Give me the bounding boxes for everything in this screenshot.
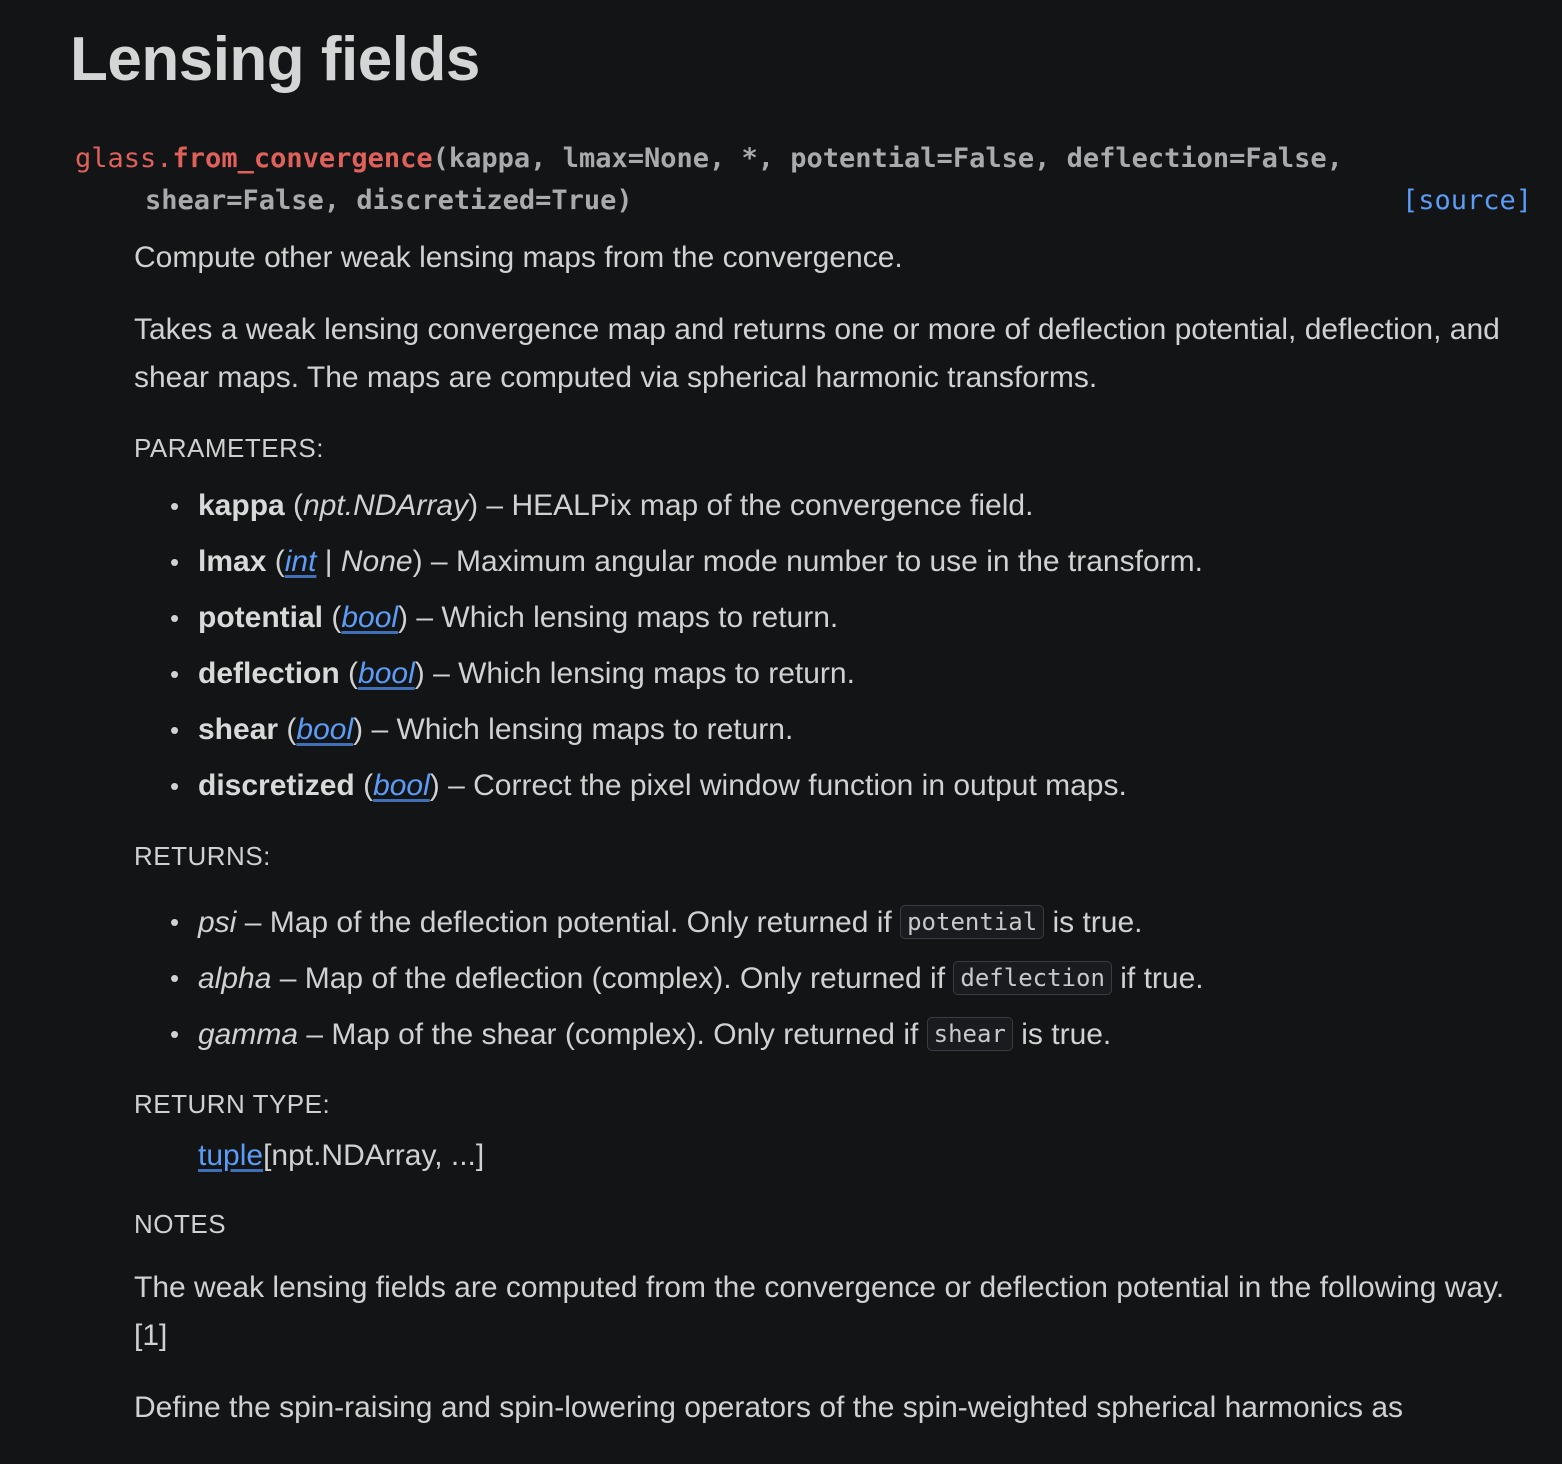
param-paren-close: ): [412, 545, 423, 578]
param-type-link[interactable]: bool: [341, 601, 399, 634]
param-paren-open: (: [354, 769, 374, 802]
bullet-icon: •: [170, 771, 180, 801]
param-description: – Correct the pixel window function in output maps.: [439, 769, 1127, 802]
param-type-link[interactable]: bool: [358, 657, 415, 690]
param-name: potential: [198, 601, 323, 634]
inline-code: potential: [900, 905, 1044, 939]
param-paren-close: ): [429, 769, 440, 802]
param-paren-close: ): [414, 657, 425, 690]
param-item-shear: [134, 702, 1544, 758]
return-type-rest: [npt.NDArray, ...]: [263, 1139, 485, 1172]
parameters-list: [134, 478, 1544, 814]
return-description: – Map of the deflection potential. Only returned if: [236, 906, 901, 939]
return-item-psi: [134, 894, 1544, 950]
return-item-gamma: [134, 1006, 1544, 1062]
bullet-icon: •: [170, 659, 180, 689]
param-description: – Which lensing maps to return.: [363, 713, 794, 746]
signature-line-2: [75, 180, 1535, 222]
param-paren-close: ): [398, 601, 409, 634]
param-paren-open: (: [339, 657, 359, 690]
return-description: – Map of the deflection (complex). Only returned if: [271, 962, 954, 995]
signature-function-name: from_convergence: [172, 143, 433, 174]
return-type-link[interactable]: tuple: [198, 1139, 264, 1172]
return-item-alpha: [134, 950, 1544, 1006]
signature-params-line-1: (kappa, lmax=None, *, potential=False, deflection=False,: [432, 143, 1343, 174]
param-item-potential: [134, 590, 1544, 646]
signature-line-1: [75, 138, 1535, 180]
param-name: kappa: [198, 489, 285, 522]
return-description-end: is true.: [1044, 906, 1143, 939]
inline-code: deflection: [953, 961, 1112, 995]
signature-params-line-2: shear=False, discretized=True): [145, 185, 633, 216]
bullet-icon: •: [170, 907, 180, 937]
param-item-discretized: [134, 758, 1544, 814]
param-name: shear: [198, 713, 279, 746]
param-type-link[interactable]: bool: [296, 713, 354, 746]
return-name: psi: [198, 906, 237, 939]
bullet-icon: •: [170, 1019, 180, 1049]
returns-list: [134, 894, 1544, 1062]
return-description: – Map of the shear (complex). Only returned if: [298, 1018, 927, 1051]
param-name: lmax: [198, 545, 267, 578]
returns-label: RETURNS:: [134, 841, 271, 871]
param-description: – Which lensing maps to return.: [408, 601, 839, 634]
bullet-icon: •: [170, 491, 180, 521]
function-signature: [75, 138, 1535, 222]
param-type: npt.NDArray: [303, 489, 469, 522]
param-paren-open: (: [266, 545, 285, 578]
inline-code: shear: [927, 1017, 1013, 1051]
param-paren-close: ): [468, 489, 479, 522]
summary-text: Compute other weak lensing maps from the convergence.: [134, 241, 903, 274]
param-type-link[interactable]: int: [284, 545, 317, 578]
param-name: deflection: [198, 657, 340, 690]
bullet-icon: •: [170, 963, 180, 993]
param-paren-close: ): [353, 713, 364, 746]
param-item-kappa: [134, 478, 1544, 534]
return-type-value: [134, 1128, 1544, 1184]
return-description-end: is true.: [1012, 1018, 1112, 1051]
notes-paragraph-2: Define the spin-raising and spin-lowering operators of the spin-weighted spherical harmonics as: [134, 1391, 1404, 1424]
param-item-lmax: [134, 534, 1544, 590]
param-type-separator: |: [316, 545, 341, 578]
param-paren-open: (: [278, 713, 297, 746]
bullet-icon: •: [170, 603, 180, 633]
signature-module-prefix: glass.: [75, 143, 173, 174]
notes-label: NOTES: [134, 1209, 227, 1239]
return-name: gamma: [198, 1018, 299, 1051]
param-description: – Maximum angular mode number to use in the transform.: [422, 545, 1203, 578]
return-description-end: if true.: [1111, 962, 1204, 995]
param-type: None: [340, 545, 413, 578]
function-description: [134, 234, 1544, 1432]
param-item-deflection: [134, 646, 1544, 702]
return-type-label: RETURN TYPE:: [134, 1089, 331, 1119]
param-description: – HEALPix map of the convergence field.: [478, 489, 1034, 522]
param-paren-open: (: [323, 601, 342, 634]
param-description: – Which lensing maps to return.: [424, 657, 855, 690]
param-type-link[interactable]: bool: [373, 769, 430, 802]
bullet-icon: •: [170, 547, 180, 577]
page-title: Lensing fields: [70, 25, 480, 94]
bullet-icon: •: [170, 715, 180, 745]
source-link[interactable]: [source]: [1401, 185, 1532, 216]
extended-description: Takes a weak lensing convergence map and returns one or more of deflection potential, deflection, and shear maps. The maps are computed via spherical harmonic transforms.: [134, 313, 1500, 394]
parameters-label: PARAMETERS:: [134, 433, 324, 463]
param-name: discretized: [198, 769, 355, 802]
notes-paragraph-1: The weak lensing fields are computed from the convergence or deflection potential in the following way. [1]: [134, 1271, 1505, 1352]
param-paren-open: (: [284, 489, 304, 522]
return-name: alpha: [198, 962, 272, 995]
